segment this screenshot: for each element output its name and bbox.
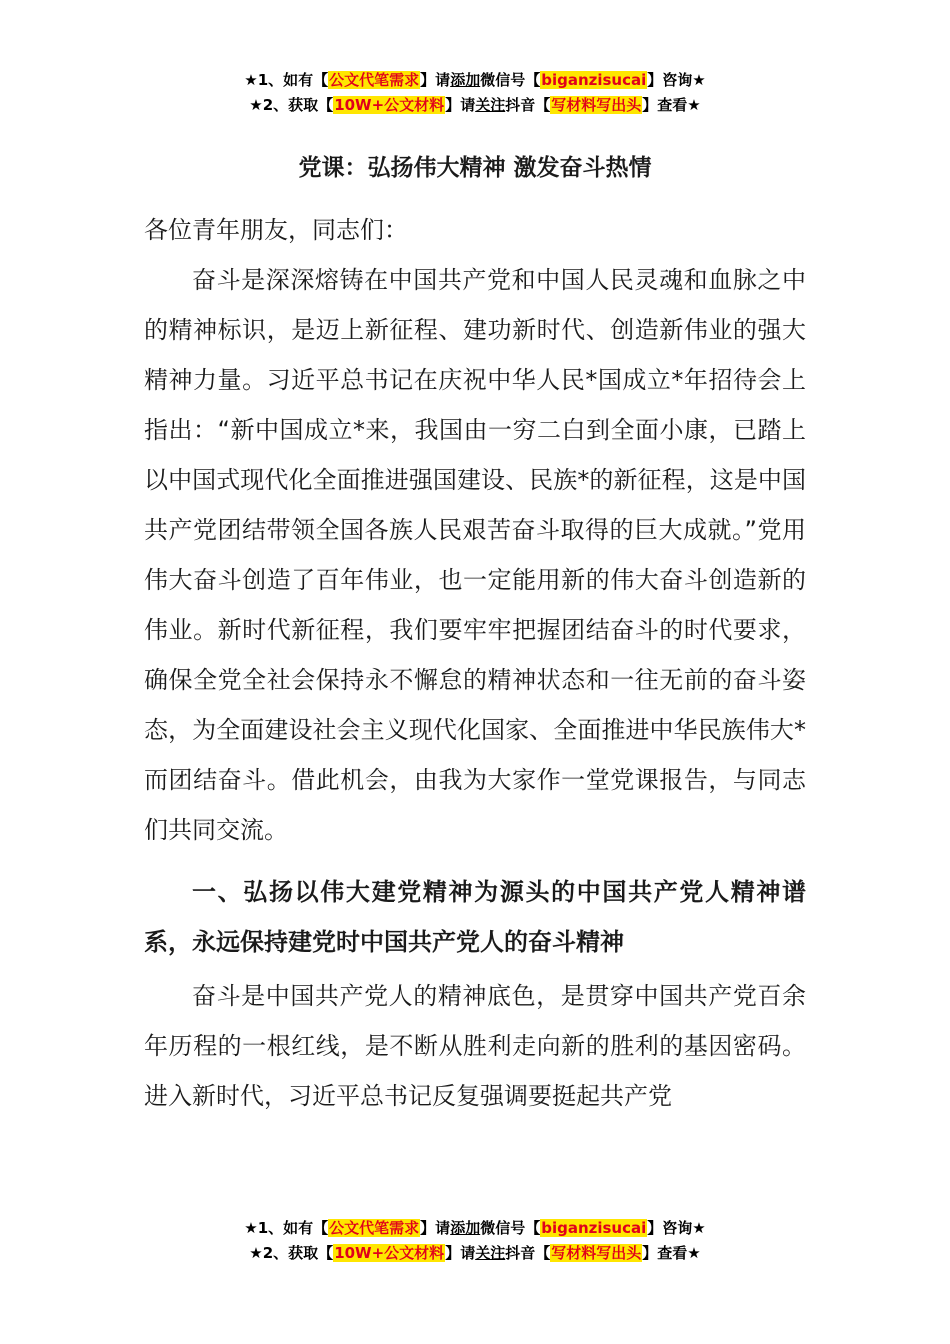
header-banner xyxy=(0,68,950,118)
banner-text: 抖音【 xyxy=(505,1244,551,1262)
banner-line-1 xyxy=(0,1216,950,1241)
section-heading: 一、弘扬以伟大建党精神为源头的中国共产党人精神谱系，永远保持建党时中国共产党人的奋斗精神 xyxy=(144,878,806,956)
banner-text: 】咨询★ xyxy=(647,71,706,89)
banner-highlight: 写材料写出头 xyxy=(551,1244,642,1262)
banner-highlight: 公文代笔需求 xyxy=(329,71,420,89)
paragraph: 奋斗是深深熔铸在中国共产党和中国人民灵魂和血脉之中的精神标识，是迈上新征程、建功新时代、创造新伟业的强大精神力量。习近平总书记在庆祝中华人民*国成立*年招待会上指出：“新中国成立*来，我国由一穷二白到全面小康，已踏上以中国式现代化全面推进强国建设、民族*的新征程，这是中国共产党团结带领全国各族人民艰苦奋斗取得的巨大成就。”党用伟大奋斗创造了百年伟业，也一定能用新的伟大奋斗创造新的伟业。新时代新征程，我们要牢牢把握团结奋斗的时代要求，确保全党全社会保持永不懈怠的精神状态和一往无前的奋斗姿态，为全面建设社会主义现代化国家、全面推进中华民族伟大*而团结奋斗。借此机会，由我为大家作一堂党课报告，与同志们共同交流。 xyxy=(144,266,806,844)
document-title: 党课：弘扬伟大精神 激发奋斗热情 xyxy=(298,155,652,181)
banner-text: ★1、如有【 xyxy=(244,71,329,89)
banner-text: 微信号【 xyxy=(480,1219,541,1237)
banner-highlight: biganzisucai xyxy=(541,1219,647,1237)
banner-text: 】请 xyxy=(445,1244,476,1262)
banner-underline: 添加 xyxy=(450,1219,481,1237)
banner-line-1 xyxy=(0,68,950,93)
banner-underline: 关注 xyxy=(475,96,506,114)
banner-text: 】请 xyxy=(420,1219,451,1237)
banner-text: ★1、如有【 xyxy=(244,1219,329,1237)
salutation: 各位青年朋友，同志们： xyxy=(144,216,408,244)
paragraph: 奋斗是中国共产党人的精神底色，是贯穿中国共产党百余年历程的一根红线，是不断从胜利走向新的胜利的基因密码。进入新时代，习近平总书记反复强调要挺起共产党 xyxy=(144,982,806,1110)
banner-line-2 xyxy=(0,1241,950,1266)
banner-text: 】请 xyxy=(420,71,451,89)
banner-underline: 关注 xyxy=(475,1244,506,1262)
banner-underline: 添加 xyxy=(450,71,481,89)
banner-text: ★2、获取【 xyxy=(249,1244,334,1262)
banner-highlight: 写材料写出头 xyxy=(551,96,642,114)
document-body xyxy=(144,205,806,1121)
banner-text: 】查看★ xyxy=(642,96,701,114)
banner-text: 微信号【 xyxy=(480,71,541,89)
banner-highlight: 公文代笔需求 xyxy=(329,1219,420,1237)
banner-line-2 xyxy=(0,93,950,118)
banner-text: 抖音【 xyxy=(505,96,551,114)
banner-highlight: biganzisucai xyxy=(541,71,647,89)
banner-text: ★2、获取【 xyxy=(249,96,334,114)
banner-text: 】查看★ xyxy=(642,1244,701,1262)
banner-highlight: 10W+公文材料 xyxy=(334,96,445,114)
banner-text: 】咨询★ xyxy=(647,1219,706,1237)
footer-banner xyxy=(0,1216,950,1266)
banner-text: 】请 xyxy=(445,96,476,114)
banner-highlight: 10W+公文材料 xyxy=(334,1244,445,1262)
